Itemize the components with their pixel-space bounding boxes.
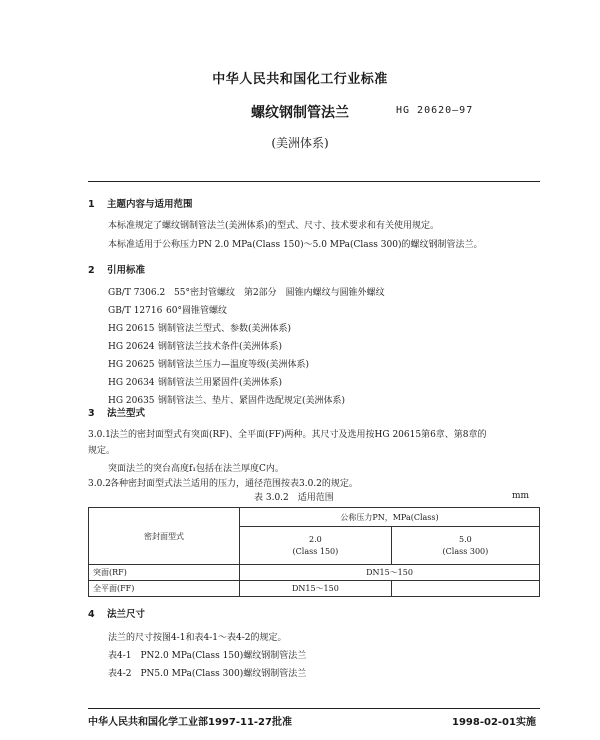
standard-body-title: 中华人民共和国化工行业标准 xyxy=(212,72,388,87)
reference-code: HG 20634 xyxy=(108,378,155,388)
table-reference: 表4-2 PN5.0 MPa(Class 300)螺纹钢制管法兰 xyxy=(108,669,307,679)
reference-item xyxy=(108,339,282,352)
section-4-paragraph: 法兰的尺寸按图4-1和表4-1～表4-2的规定。 xyxy=(108,633,287,643)
reference-title: 钢制管法兰型式、参数(美洲体系) xyxy=(158,324,292,334)
approval-line: 中华人民共和国化学工业部1997-11-27批准 xyxy=(88,717,292,728)
pressure-header: 公称压力PN，MPa(Class) xyxy=(240,508,540,527)
section-4-heading xyxy=(88,606,145,620)
dn-range: DN15～150 xyxy=(240,565,540,581)
standard-code: HG 20620—97 xyxy=(396,105,474,116)
section-title: 法兰尺寸 xyxy=(106,609,145,620)
table-row xyxy=(89,581,540,597)
document-title: 螺纹钢制管法兰 xyxy=(251,105,349,121)
section-3-heading xyxy=(88,405,145,419)
reference-item xyxy=(108,357,309,370)
section-1-paragraph: 本标准适用于公称压力PN 2.0 MPa(Class 150)～5.0 MPa(Class 300)的螺纹钢制管法兰。 xyxy=(108,240,483,250)
facing-type-label: 突面(RF) xyxy=(89,565,240,581)
table-row-header: 密封面型式 xyxy=(89,508,240,565)
section-1-heading xyxy=(88,196,192,210)
reference-title: 钢制管法兰压力—温度等级(美洲体系) xyxy=(158,360,310,370)
clause-text: 各种密封面型式法兰适用的压力，通径范围按表3.0.2的规定。 xyxy=(110,479,358,489)
pressure-value: 5.0 xyxy=(459,535,472,544)
clause-text: 法兰的密封面型式有突面(RF)、全平面(FF)两种。其尺寸及选用按HG 20615第6章、第8章的 xyxy=(110,430,487,440)
clause-3-0-2 xyxy=(88,476,358,489)
reference-code: HG 20624 xyxy=(108,342,155,352)
reference-code: HG 20635 xyxy=(108,396,155,406)
footer-rule xyxy=(88,708,540,709)
pressure-column-1 xyxy=(240,527,392,565)
section-number: 3 xyxy=(88,408,95,419)
section-title: 引用标准 xyxy=(106,265,145,276)
table-caption: 表 3.0.2 适用范围 xyxy=(254,493,334,503)
clause-3-0-1 xyxy=(88,427,487,440)
table-unit: mm xyxy=(512,491,530,501)
dn-range: DN15～150 xyxy=(240,581,392,597)
reference-item xyxy=(108,285,385,298)
reference-title: 55°密封管螺纹 第2部分 圆锥内螺纹与圆锥外螺纹 xyxy=(174,288,385,298)
reference-code: HG 20625 xyxy=(108,360,155,370)
reference-title: 60°圆锥管螺纹 xyxy=(166,306,227,316)
table-reference: 表4-1 PN2.0 MPa(Class 150)螺纹钢制管法兰 xyxy=(108,651,307,661)
reference-code: GB/T 12716 xyxy=(108,306,163,316)
clause-note: 突面法兰的突台高度f₁包括在法兰厚度C内。 xyxy=(108,464,284,474)
reference-title: 钢制管法兰技术条件(美洲体系) xyxy=(158,342,283,352)
pressure-class: (Class 300) xyxy=(442,547,489,556)
section-number: 4 xyxy=(88,609,95,620)
reference-item xyxy=(108,375,282,388)
section-1-paragraph: 本标准规定了螺纹钢制管法兰(美洲体系)的型式、尺寸、技术要求和有关使用规定。 xyxy=(108,221,440,231)
reference-item xyxy=(108,303,227,316)
section-number: 2 xyxy=(88,265,95,276)
table-row xyxy=(89,565,540,581)
effective-date: 1998-02-01实施 xyxy=(452,717,536,728)
reference-title: 钢制管法兰、垫片、紧固件选配规定(美洲体系) xyxy=(158,396,346,406)
clause-number: 3.0.2 xyxy=(88,479,111,489)
section-2-heading xyxy=(88,262,145,276)
document-subtitle: (美洲体系) xyxy=(271,136,329,150)
clause-continuation: 规定。 xyxy=(88,446,116,456)
pressure-column-2 xyxy=(391,527,539,565)
facing-type-label: 全平面(FF) xyxy=(89,581,240,597)
section-title: 法兰型式 xyxy=(106,408,145,419)
section-number: 1 xyxy=(88,199,95,210)
pressure-value: 2.0 xyxy=(309,535,322,544)
reference-item xyxy=(108,321,291,334)
clause-number: 3.0.1 xyxy=(88,430,111,440)
pressure-class: (Class 150) xyxy=(292,547,339,556)
empty-cell xyxy=(391,581,539,597)
range-table xyxy=(88,507,540,597)
header-rule xyxy=(88,181,540,182)
reference-code: HG 20615 xyxy=(108,324,155,334)
section-title: 主题内容与适用范围 xyxy=(106,199,193,210)
reference-code: GB/T 7306.2 xyxy=(108,288,166,298)
reference-title: 钢制管法兰用紧固件(美洲体系) xyxy=(158,378,283,388)
